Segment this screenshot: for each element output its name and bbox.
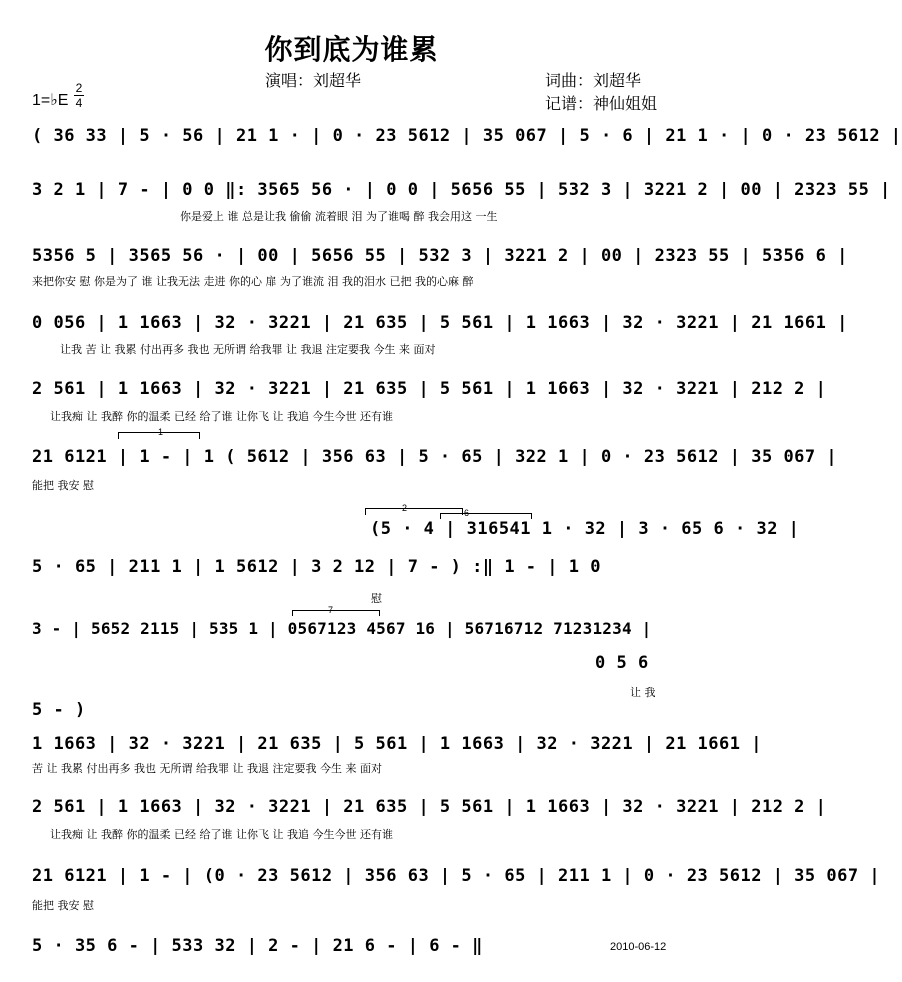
lyrics-line-14: 能把 我安 慰 — [32, 899, 94, 912]
tuplet-7-bracket — [292, 610, 380, 616]
tuplet-7-label: 7 — [328, 605, 334, 615]
lyrics-line-13: 让我痴 让 我醉 你的温柔 已经 给了谁 让你飞 让 我追 今生今世 还有谁 — [50, 828, 393, 841]
date-stamp: 2010-06-12 — [610, 941, 667, 953]
time-signature — [74, 82, 84, 109]
lyrics-line-3: 来把你安 慰 你是为了 谁 让我无法 走进 你的心 扉 为了谁流 泪 我的泪水 已把 我的心麻 醉 — [32, 275, 474, 288]
score-line-9: 3 - | 5652 2115 | 535 1 | 0567123 4567 16 | 56716712 71231234 | — [32, 619, 652, 638]
score-line-8: 5 · 65 | 211 1 | 1 5612 | 3 2 12 | 7 - ) :‖ 1 - | 1 0 — [32, 557, 601, 577]
score-line-10: 0 5 6 — [595, 653, 649, 673]
composer-credit: 词曲：刘超华 — [545, 73, 642, 90]
score-line-13: 2 561 | 1 1663 | 32 · 3221 | 21 635 | 5 561 | 1 1663 | 32 · 3221 | 212 2 | — [32, 797, 827, 817]
lyrics-line-2: 你是爱上 谁 总是让我 偷偷 流着眼 泪 为了谁喝 醉 我会用这 一生 — [180, 210, 498, 223]
score-line-7: (5 · 4 | 316541 1 · 32 | 3 · 65 6 · 32 | — [370, 519, 800, 539]
lyrics-line-5: 让我痴 让 我醉 你的温柔 已经 给了谁 让你飞 让 我追 今生今世 还有谁 — [50, 410, 393, 423]
score-line-3: 5356 5 | 3565 56 · | 00 | 5656 55 | 532 3 | 3221 2 | 00 | 2323 55 | 5356 6 | — [32, 246, 848, 266]
volta-1-label: 1 — [158, 427, 164, 437]
score-line-1: ( 36 33 | 5 · 56 | 21 1 · | 0 · 23 5612 | 35 067 | 5 · 6 | 21 1 · | 0 · 23 5612 | — [32, 126, 902, 146]
score-line-6: 21 6121 | 1 - | 1 ( 5612 | 356 63 | 5 · 65 | 322 1 | 0 · 23 5612 | 35 067 | — [32, 447, 838, 467]
score-line-2: 3 2 1 | 7 - | 0 0 ‖: 3565 56 · | 0 0 | 5656 55 | 532 3 | 3221 2 | 00 | 2323 55 | — [32, 180, 891, 200]
song-title: 你到底为谁累 — [264, 34, 439, 65]
key-signature: 1=♭E — [32, 92, 69, 109]
score-line-12: 1 1663 | 32 · 3221 | 21 635 | 5 561 | 1 1663 | 32 · 3221 | 21 1661 | — [32, 734, 762, 754]
lyrics-line-10: 让 我 — [630, 686, 656, 699]
volta-2-label: 2 — [402, 503, 408, 513]
lyrics-line-12: 苦 让 我累 付出再多 我也 无所谓 给我罪 让 我退 注定要我 今生 来 面对 — [32, 762, 382, 775]
score-line-15: 5 · 35 6 - | 533 32 | 2 - | 21 6 - | 6 - ‖ — [32, 936, 483, 956]
score-line-4: 0 056 | 1 1663 | 32 · 3221 | 21 635 | 5 561 | 1 1663 | 32 · 3221 | 21 1661 | — [32, 313, 848, 333]
lyrics-line-6: 能把 我安 慰 — [32, 479, 94, 492]
time-signature-top: 2 — [75, 81, 83, 95]
score-line-5: 2 561 | 1 1663 | 32 · 3221 | 21 635 | 5 561 | 1 1663 | 32 · 3221 | 212 2 | — [32, 379, 827, 399]
tuplet-6-label: 6 — [464, 508, 470, 518]
lyrics-line-8: 慰 — [371, 592, 382, 605]
singer-credit: 演唱：刘超华 — [265, 73, 362, 90]
transcriber-credit: 记谱：神仙姐姐 — [545, 96, 658, 113]
score-line-11: 5 - ) — [32, 700, 86, 720]
time-signature-bottom: 4 — [75, 96, 83, 110]
score-line-14: 21 6121 | 1 - | (0 · 23 5612 | 356 63 | 5 · 65 | 211 1 | 0 · 23 5612 | 35 067 | — [32, 866, 881, 886]
lyrics-line-4: 让我 苦 让 我累 付出再多 我也 无所谓 给我罪 让 我退 注定要我 今生 来 面对 — [60, 343, 436, 356]
